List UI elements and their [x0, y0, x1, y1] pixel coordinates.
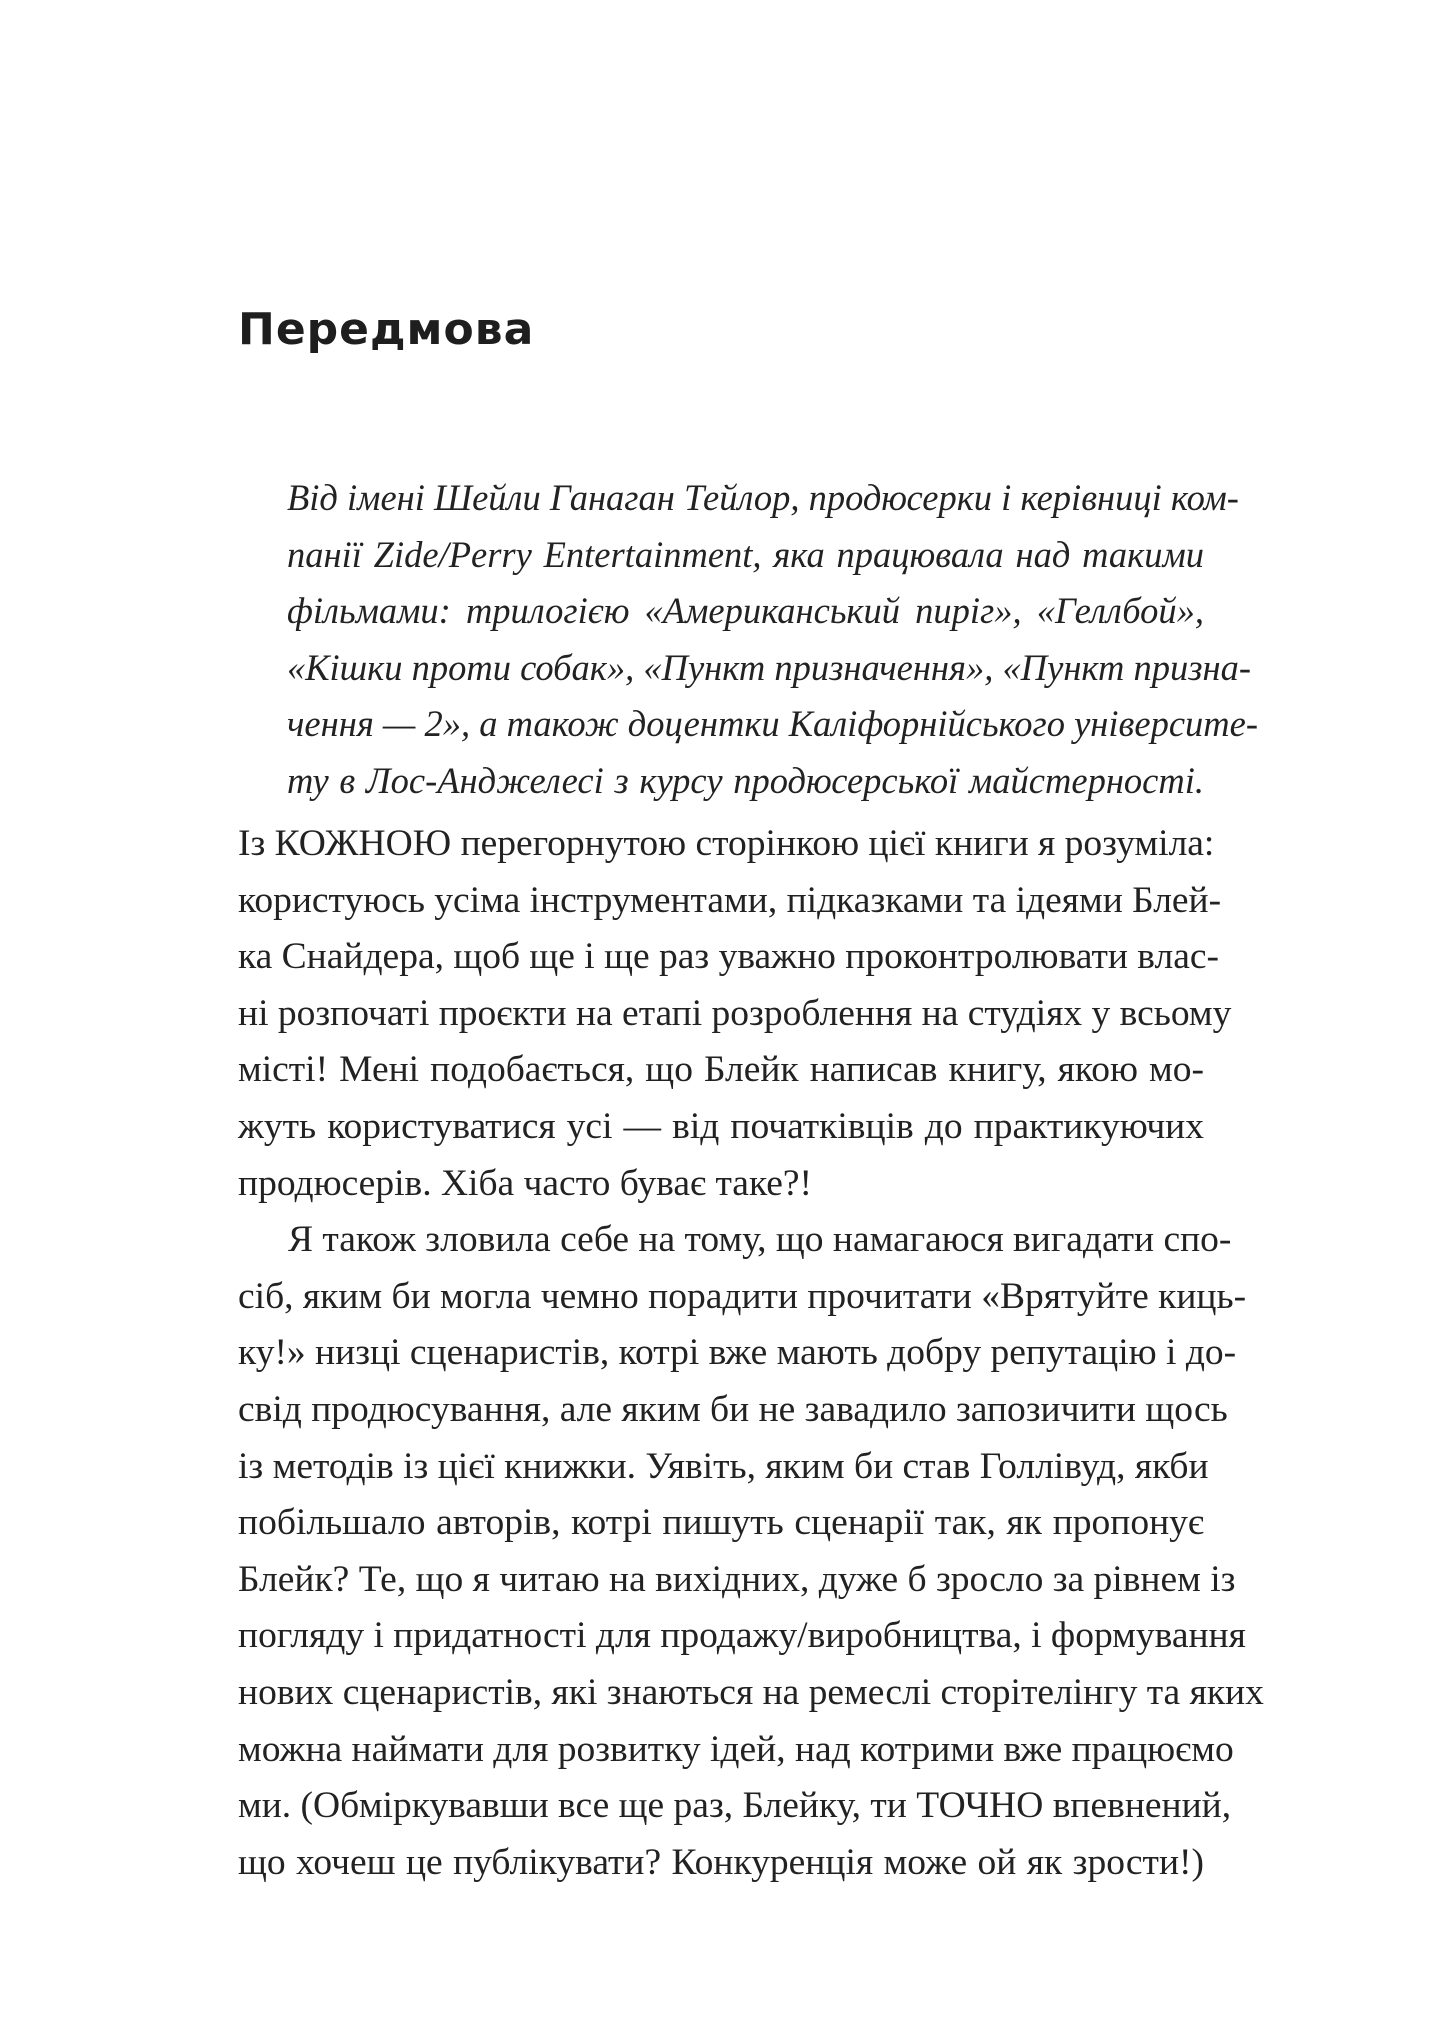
paragraph-2-line: що хочеш це публікувати? Конкуренція може ой як зрости!)	[238, 1841, 1204, 1883]
paragraph-1-line: ні розпочаті проєкти на етапі розроблення на студіях у всьому	[238, 992, 1232, 1034]
paragraph-2-line: погляду і придатності для продажу/виробництва, і формування	[238, 1615, 1246, 1657]
paragraph-1-line: жуть користуватися усі — від початківців до практикуючих	[238, 1105, 1204, 1147]
paragraph-1-line: місті! Мені подобається, що Блейк написав книгу, якою мо-	[238, 1049, 1204, 1091]
epigraph-line: фільмами: трилогією «Американський пиріг», «Геллбой»,	[287, 590, 1204, 632]
epigraph-line: панії Zide/Perry Entertainment, яка працювала над такими	[287, 533, 1204, 575]
paragraph-2-line: можна наймати для розвитку ідей, над котрими вже працюємо	[238, 1728, 1234, 1770]
paragraph-2-line: побільшало авторів, котрі пишуть сценарії так, як пропонує	[238, 1502, 1204, 1544]
paragraph-2-line: із методів із цієї книжки. Уявіть, яким би став Голлівуд, якби	[238, 1445, 1209, 1487]
paragraph-1-line: продюсерів. Хіба часто буває таке?!	[238, 1162, 812, 1204]
chapter-heading: Передмова	[238, 304, 535, 355]
paragraph-2-line: сіб, яким би могла чемно порадити прочитати «Врятуйте киць-	[238, 1275, 1247, 1317]
paragraph-1-line: користуюсь усіма інструментами, підказками та ідеями Блей-	[238, 879, 1222, 921]
epigraph-line: чення — 2», а також доцентки Каліфорнійського університе-	[287, 703, 1259, 745]
paragraph-1-line: Із КОЖНОЮ перегорнутою сторінкою цієї книги я розуміла:	[238, 823, 1215, 864]
epigraph	[287, 470, 1259, 810]
paragraph-2-line: Я також зловила себе на тому, що намагаюся вигадати спо-	[288, 1219, 1232, 1261]
paragraph-1-line: ка Снайдера, щоб ще і ще раз уважно проконтролювати влас-	[238, 936, 1219, 978]
epigraph-line: Від імені Шейли Ганаган Тейлор, продюсерки і керівниці ком-	[287, 477, 1239, 518]
paragraph-2-line: ми. (Обміркувавши все ще раз, Блейку, ти ТОЧНО впевнений,	[238, 1785, 1232, 1827]
paragraph-2-line: Блейк? Те, що я читаю на вихідних, дуже б зросло за рівнем із	[238, 1558, 1236, 1600]
body-text	[238, 816, 1264, 1891]
paragraph-2-line: ку!» низці сценаристів, котрі вже мають добру репутацію і до-	[238, 1332, 1237, 1374]
epigraph-line: ту в Лос-Анджелесі з курсу продюсерської майстерності.	[287, 759, 1204, 801]
epigraph-line: «Кішки проти собак», «Пункт призначення», «Пункт призна-	[287, 646, 1252, 688]
paragraph-2-line: свід продюсування, але яким би не завадило запозичити щось	[238, 1388, 1228, 1430]
paragraph-2-line: нових сценаристів, які знаються на ремеслі сторітелінгу та яких	[238, 1671, 1264, 1713]
